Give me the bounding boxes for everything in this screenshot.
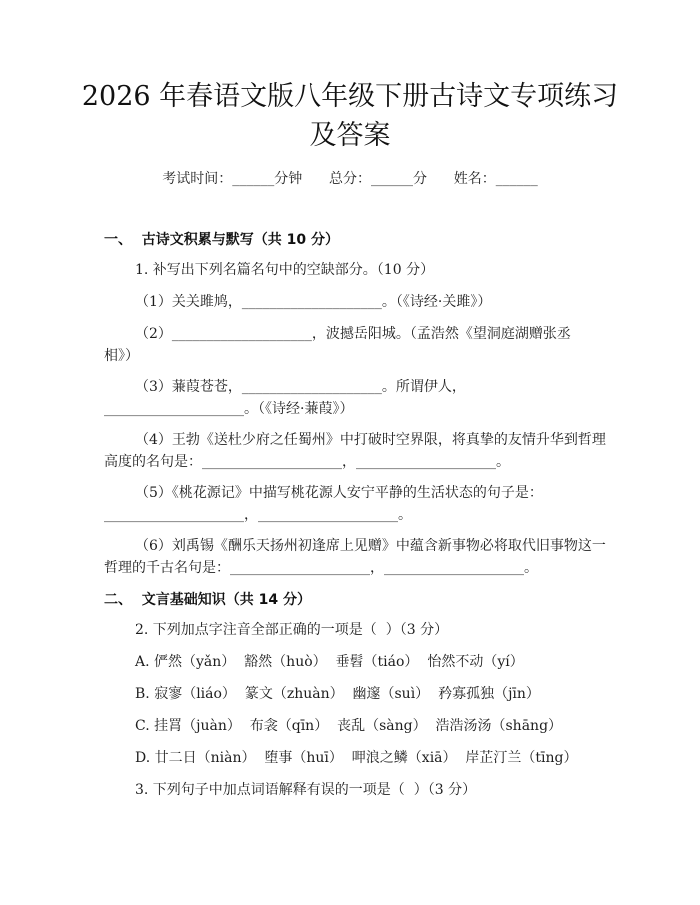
q2-option-c: C. 挂罥（juàn） 布衾（qīn） 丧乱（sàng） 浩浩汤汤（shāng） — [135, 718, 563, 734]
page-title: 2026 年春语文版八年级下册古诗文专项练习 — [81, 81, 619, 112]
question-3: 3. 下列句子中加点词语解释有误的一项是（ ）（3 分） — [135, 782, 477, 798]
q1-item-6: （6）刘禹锡《酬乐天扬州初逢席上见赠》中蕴含新事物必将取代旧事物这一 — [135, 538, 606, 554]
question-2: 2. 下列加点字注音全部正确的一项是（ ）（3 分） — [135, 622, 449, 638]
q1-item-5: （5）《桃花源记》中描写桃花源人安宁平静的生活状态的句子是： — [135, 485, 543, 501]
exam-info: 考试时间：______分钟 总分：______分 姓名：______ — [162, 171, 538, 187]
q2-option-a: A. 俨然（yǎn） 豁然（huò） 垂髫（tiáo） 怡然不动（yí） — [135, 654, 524, 670]
q1-item-3: （3）蒹葭苍苍，____________________。所谓伊人， — [135, 379, 466, 395]
q1-item-2: （2）____________________，波撼岳阳城。（孟浩然《望洞庭湖赠张丞 — [135, 326, 571, 342]
q1-item-5-cont: ____________________，____________________。 — [104, 507, 412, 523]
q2-option-b: B. 寂寥（liáo） 篆文（zhuàn） 幽邃（suì） 矜寡孤独（jīn） — [135, 686, 540, 702]
section-1-heading: 一、 古诗文积累与默写（共 10 分） — [104, 232, 339, 248]
section-2-heading: 二、 文言基础知识（共 14 分） — [104, 592, 311, 608]
q1-item-2-cont: 相》） — [104, 348, 139, 364]
q1-item-3-cont: ____________________。（《诗经·蒹葭》） — [104, 401, 354, 417]
q1-item-1: （1）关关雎鸠，____________________。（《诗经·关雎》） — [135, 294, 492, 310]
q1-item-4: （4）王勃《送杜少府之任蜀州》中打破时空界限，将真挚的友情升华到哲理 — [135, 432, 606, 448]
question-1: 1. 补写出下列名篇名句中的空缺部分。（10 分） — [135, 262, 435, 278]
page-title-continued: 及答案 — [309, 120, 391, 151]
q2-option-d: D. 廿二日（niàn） 堕事（huī） 呷浪之鳞（xiā） 岸芷汀兰（tīng） — [135, 750, 578, 766]
q1-item-4-cont: 高度的名句是：____________________，____________________。 — [104, 454, 510, 470]
q1-item-6-cont: 哲理的千古名句是：____________________，____________________。 — [104, 560, 538, 576]
